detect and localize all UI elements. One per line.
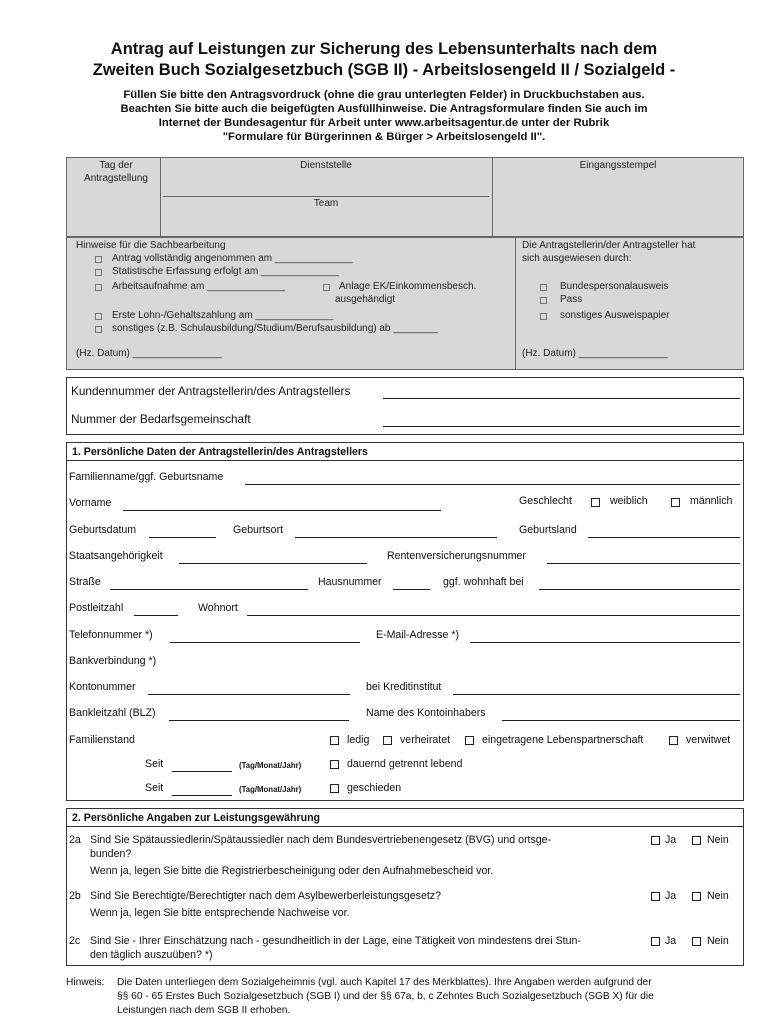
verheiratet-label: verheiratet <box>400 734 451 746</box>
kreditinstitut-input[interactable] <box>453 694 740 695</box>
geburtsdatum-input[interactable] <box>149 537 216 538</box>
ledig-label: ledig <box>347 734 370 746</box>
erste-lohn-label: Erste Lohn-/Gehaltszahlung am ______________ <box>112 310 334 321</box>
footer-line1: Die Daten unterliegen dem Sozialgeheimnis (vgl. auch Kapitel 17 des Merkblattes). Ihre Angaben werden aufgrund der <box>117 977 652 988</box>
telefon-label: Telefonnummer *) <box>69 629 153 641</box>
ledig-checkbox[interactable] <box>330 736 339 745</box>
q2a-number: 2a <box>69 834 81 846</box>
kontoinhaber-label: Name des Kontoinhabers <box>366 707 486 719</box>
familienstand-label: Familienstand <box>69 734 135 746</box>
maennlich-label: männlich <box>690 495 733 507</box>
section1-heading: 1. Persönliche Daten der Antragstellerin/des Antragstellers <box>72 446 368 458</box>
seit-label-2: Seit <box>145 782 164 794</box>
q2a-nein-checkbox[interactable] <box>692 836 701 845</box>
geschieden-checkbox[interactable] <box>330 784 339 793</box>
q2c-ja-checkbox[interactable] <box>651 937 660 946</box>
office-divider-1 <box>160 157 161 237</box>
q2c-ja-label: Ja <box>665 935 677 947</box>
section1-heading-rule <box>66 460 744 461</box>
bedarfsgemeinschaft-label: Nummer der Bedarfsgemeinschaft <box>71 412 251 426</box>
intro-line2: Beachten Sie bitte auch die beigefügten Ausfüllhinweise. Die Antragsformulare finden Sie auch im <box>120 103 648 115</box>
pass-checkbox[interactable] <box>540 297 547 304</box>
staatsangehoerigkeit-label: Staatsangehörigkeit <box>69 550 163 562</box>
q2a-ja-label: Ja <box>665 834 677 846</box>
form-title-line2: Zweiten Buch Sozialgesetzbuch (SGB II) - Arbeitslosengeld II / Sozialgeld - <box>92 61 676 79</box>
staatsangehoerigkeit-input[interactable] <box>179 563 367 564</box>
q2b-ja-label: Ja <box>665 890 677 902</box>
tag-label-2: Antragstellung <box>84 173 148 184</box>
q2a-nein-label: Nein <box>707 834 729 846</box>
geschlecht-label: Geschlecht <box>519 495 572 507</box>
kontoinhaber-input[interactable] <box>502 720 740 721</box>
hinweise-divider <box>515 237 516 370</box>
verheiratet-checkbox[interactable] <box>383 736 392 745</box>
blz-input[interactable] <box>169 720 349 721</box>
q2b-line1: Sind Sie Berechtigte/Berechtigter nach dem Asylbewerberleistungsgesetz? <box>90 890 441 902</box>
wohnort-label: Wohnort <box>198 602 238 614</box>
arbeitsaufnahme-label: Arbeitsaufnahme am ______________ <box>112 281 285 292</box>
ausgewiesen-label-1: Die Antragstellerin/der Antragsteller hat <box>522 240 696 251</box>
wohnhaft-input[interactable] <box>539 589 740 590</box>
blz-label: Bankleitzahl (BLZ) <box>69 707 156 719</box>
q2c-nein-label: Nein <box>707 935 729 947</box>
q2b-nein-checkbox[interactable] <box>692 892 701 901</box>
q2c-nein-checkbox[interactable] <box>692 937 701 946</box>
q2b-line2: Wenn ja, legen Sie bitte entsprechende Nachweise vor. <box>90 907 350 919</box>
seit-input-2[interactable] <box>172 795 232 796</box>
kreditinstitut-label: bei Kreditinstitut <box>366 681 442 693</box>
statistik-checkbox[interactable] <box>95 269 102 276</box>
postleitzahl-input[interactable] <box>134 615 178 616</box>
familienname-label: Familienname/ggf. Geburtsname <box>69 471 224 483</box>
geburtsdatum-label: Geburtsdatum <box>69 524 137 536</box>
statistik-label: Statistische Erfassung erfolgt am ______________ <box>112 266 339 277</box>
bedarfsgemeinschaft-input[interactable] <box>383 426 740 427</box>
geschieden-label: geschieden <box>347 782 402 794</box>
kontonummer-label: Kontonummer <box>69 681 136 693</box>
sonstiges-ausweis-label: sonstiges Ausweispapier <box>560 310 670 321</box>
section2-heading-rule <box>66 826 744 827</box>
maennlich-checkbox[interactable] <box>671 498 680 507</box>
q2b-ja-checkbox[interactable] <box>651 892 660 901</box>
footer-line2: §§ 60 - 65 Erstes Buch Sozialgesetzbuch (SGB I) und der §§ 67a, b, c Zehntes Buch Sozialgesetzbuch (SGB X) für die <box>117 991 654 1002</box>
intro-line1: Füllen Sie bitte den Antragsvordruck (ohne die grau unterlegten Felder) in Druckbuchstaben aus. <box>123 89 645 101</box>
sonstiges-checkbox[interactable] <box>95 326 102 333</box>
footer-line3: Leistungen nach dem SGB II erhoben. <box>117 1005 291 1016</box>
familienname-input[interactable] <box>245 484 740 485</box>
q2c-number: 2c <box>69 935 81 947</box>
vorname-label: Vorname <box>69 497 112 509</box>
q2b-nein-label: Nein <box>707 890 729 902</box>
postleitzahl-label: Postleitzahl <box>69 602 124 614</box>
wohnort-input[interactable] <box>247 615 740 616</box>
verwitwet-checkbox[interactable] <box>669 736 678 745</box>
hausnummer-label: Hausnummer <box>318 576 382 588</box>
tmj-label-1: (Tag/Monat/Jahr) <box>239 761 302 770</box>
eingangsstempel-label: Eingangsstempel <box>579 160 657 171</box>
lebenspartnerschaft-checkbox[interactable] <box>465 736 474 745</box>
kontonummer-input[interactable] <box>148 694 350 695</box>
hz-datum-right: (Hz. Datum) ________________ <box>522 348 668 359</box>
hinweise-heading: Hinweise für die Sachbearbeitung <box>76 240 226 251</box>
footer-label: Hinweis: <box>66 977 105 988</box>
arbeitsaufnahme-checkbox[interactable] <box>95 284 102 291</box>
wohnhaft-label: ggf. wohnhaft bei <box>443 576 524 588</box>
sonstiges-label: sonstiges (z.B. Schulausbildung/Studium/Berufsausbildung) ab ________ <box>112 323 438 334</box>
hz-datum-left: (Hz. Datum) ________________ <box>76 348 222 359</box>
q2a-line1: Sind Sie Spätaussiedlerin/Spätaussiedler nach dem Bundesvertriebenengesetz (BVG) und ortsge- <box>90 834 552 846</box>
strasse-label: Straße <box>69 576 101 588</box>
dienststelle-line <box>163 196 489 197</box>
q2a-line2: bunden? <box>90 848 132 860</box>
antrag-label: Antrag vollständig angenommen am ______________ <box>112 253 353 264</box>
email-label: E-Mail-Adresse *) <box>376 629 460 641</box>
form-title-line1: Antrag auf Leistungen zur Sicherung des Lebensunterhalts nach dem <box>110 40 658 58</box>
vorname-input[interactable] <box>123 510 441 511</box>
geburtsland-label: Geburtsland <box>519 524 577 536</box>
rentenversicherungsnummer-input[interactable] <box>547 563 740 564</box>
anlage-label-1: Anlage EK/Einkommensbesch. <box>339 281 477 292</box>
ausgewiesen-label-2: sich ausgewiesen durch: <box>522 253 632 264</box>
weiblich-label: weiblich <box>610 495 648 507</box>
section2-heading: 2. Persönliche Angaben zur Leistungsgewährung <box>72 812 321 824</box>
seit-label-1: Seit <box>145 758 164 770</box>
geburtsort-label: Geburtsort <box>233 524 284 536</box>
dienststelle-label: Dienststelle <box>300 160 352 171</box>
q2c-line2: den täglich auszuüben? *) <box>90 949 213 961</box>
office-divider-2 <box>492 157 493 237</box>
rentenversicherungsnummer-label: Rentenversicherungsnummer <box>387 550 526 562</box>
tmj-label-2: (Tag/Monat/Jahr) <box>239 785 302 794</box>
q2a-line3: Wenn ja, legen Sie bitte die Registrierbescheinigung oder den Aufnahmebescheid vor. <box>90 865 494 877</box>
anlage-label-2: ausgehändigt <box>335 294 396 305</box>
bpa-label: Bundespersonalausweis <box>560 281 669 292</box>
geburtsland-input[interactable] <box>588 537 740 538</box>
geburtsort-input[interactable] <box>295 537 497 538</box>
telefon-input[interactable] <box>170 642 360 643</box>
q2b-number: 2b <box>69 890 81 902</box>
getrennt-label: dauernd getrennt lebend <box>347 758 463 770</box>
bankverbindung-label: Bankverbindung *) <box>69 655 157 667</box>
tag-label-1: Tag der <box>99 160 133 171</box>
antrag-checkbox[interactable] <box>95 256 102 263</box>
sonstiges-ausweis-checkbox[interactable] <box>540 313 547 320</box>
q2c-line1: Sind Sie - Ihrer Einschätzung nach - gesundheitlich in der Lage, eine Tätigkeit von mindestens drei Stun- <box>90 935 581 947</box>
erste-lohn-checkbox[interactable] <box>95 313 102 320</box>
team-label: Team <box>313 198 339 209</box>
intro-line3: Internet der Bundesagentur für Arbeit unter www.arbeitsagentur.de unter der Rubrik <box>158 117 610 129</box>
pass-label: Pass <box>560 294 583 305</box>
kundennummer-label: Kundennummer der Antragstellerin/des Antragstellers <box>71 384 351 398</box>
kundennummer-input[interactable] <box>383 398 740 399</box>
intro-line4: "Formulare für Bürgerinnen & Bürger > Arbeitslosengeld II". <box>222 131 546 143</box>
getrennt-checkbox[interactable] <box>330 760 339 769</box>
email-input[interactable] <box>470 642 740 643</box>
strasse-input[interactable] <box>110 589 308 590</box>
q2a-ja-checkbox[interactable] <box>651 836 660 845</box>
anlage-checkbox[interactable] <box>323 284 330 291</box>
bpa-checkbox[interactable] <box>540 284 547 291</box>
seit-input-1[interactable] <box>172 771 232 772</box>
hausnummer-input[interactable] <box>393 589 430 590</box>
weiblich-checkbox[interactable] <box>591 498 600 507</box>
lebenspartnerschaft-label: eingetragene Lebenspartnerschaft <box>482 734 644 746</box>
verwitwet-label: verwitwet <box>686 734 731 746</box>
